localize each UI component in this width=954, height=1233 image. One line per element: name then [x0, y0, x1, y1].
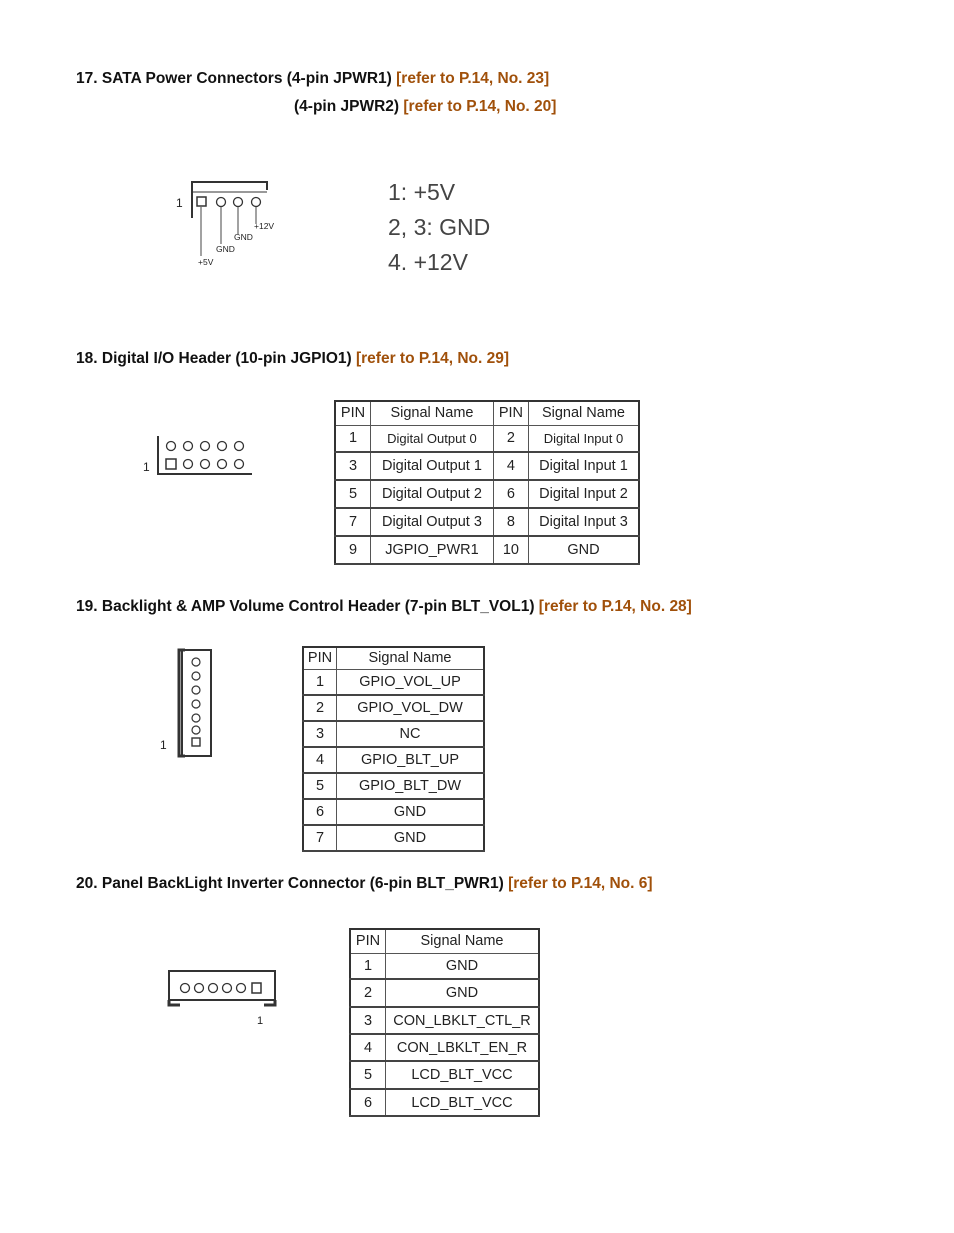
section-17-subheading [294, 98, 556, 116]
table-cell: Digital Input 0 [528, 425, 639, 452]
table-cell: Digital Output 2 [371, 480, 494, 508]
table-cell: 1 [303, 669, 337, 695]
pin-circle-icon [252, 198, 261, 207]
table-cell: Digital Output 0 [371, 425, 494, 452]
table-cell: 2 [493, 425, 528, 452]
backlight-inverter-pin-table [349, 928, 540, 1117]
table-cell: GND [386, 953, 540, 979]
pin1-label: 1 [257, 1015, 264, 1027]
section-number: 18. [76, 350, 98, 367]
table-cell: NC [337, 721, 485, 747]
pin-square-icon [192, 738, 200, 746]
table-cell: 6 [350, 1089, 386, 1116]
section-19-heading [76, 598, 692, 616]
section-number: 17. [76, 70, 98, 87]
table-cell: 4 [350, 1034, 386, 1061]
pin1-label: 1 [176, 196, 183, 210]
sata-power-connector-diagram [170, 178, 300, 273]
digital-io-header-diagram [140, 432, 260, 478]
digital-io-pin-table [334, 400, 640, 565]
table-cell: Digital Input 1 [528, 452, 639, 480]
table-header: PIN [350, 929, 386, 953]
pin-list-item: 4. +12V [388, 249, 468, 275]
table-cell: LCD_BLT_VCC [386, 1089, 540, 1116]
pin-circle-icon [234, 198, 243, 207]
backlight-amp-header-diagram [158, 646, 218, 760]
pin1-label: 1 [160, 738, 167, 752]
table-cell: 3 [350, 1007, 386, 1034]
section-17-heading [76, 70, 549, 88]
table-header: Signal Name [386, 929, 540, 953]
table-cell: GND [337, 799, 485, 825]
pin-list-item: 2, 3: GND [388, 214, 491, 240]
table-cell: 1 [350, 953, 386, 979]
table-cell: Digital Output 3 [371, 508, 494, 536]
table-cell: 9 [335, 536, 371, 564]
table-cell: 5 [335, 480, 371, 508]
pin-label: GND [234, 232, 253, 242]
table-cell: GND [337, 825, 485, 851]
pin-square-icon [197, 197, 206, 206]
section-title: Digital I/O Header (10-pin JGPIO1) [101, 350, 352, 367]
page-reference-link[interactable]: [refer to P.14, No. 28] [538, 598, 692, 615]
pin-list-item: 1: +5V [388, 179, 456, 205]
page-reference-link[interactable]: [refer to P.14, No. 20] [403, 98, 557, 115]
table-cell: 8 [493, 508, 528, 536]
table-cell: JGPIO_PWR1 [371, 536, 494, 564]
table-cell: 2 [303, 695, 337, 721]
section-title: SATA Power Connectors (4-pin JPWR1) [101, 70, 392, 87]
table-header: PIN [335, 401, 371, 425]
table-cell: 7 [335, 508, 371, 536]
table-cell: 1 [335, 425, 371, 452]
pin-square-icon [252, 983, 261, 993]
section-number: 19. [76, 598, 98, 615]
section-subtitle: (4-pin JPWR2) [294, 98, 400, 115]
pin-square-icon [166, 459, 176, 469]
page-reference-link[interactable]: [refer to P.14, No. 29] [355, 350, 510, 367]
table-header: Signal Name [528, 401, 639, 425]
section-number: 20. [76, 875, 98, 892]
pin-label: GND [216, 244, 235, 254]
table-cell: 2 [350, 979, 386, 1007]
table-cell: Digital Input 3 [528, 508, 639, 536]
pin-label: +12V [254, 221, 275, 231]
table-cell: 10 [493, 536, 528, 564]
table-cell: 4 [493, 452, 528, 480]
table-cell: 5 [303, 773, 337, 799]
table-cell: 3 [335, 452, 371, 480]
table-cell: 5 [350, 1061, 386, 1089]
section-18-heading [76, 350, 509, 368]
table-cell: 7 [303, 825, 337, 851]
table-cell: GPIO_VOL_DW [337, 695, 485, 721]
table-cell: CON_LBKLT_EN_R [386, 1034, 540, 1061]
page-reference-link[interactable]: [refer to P.14, No. 6] [508, 875, 653, 892]
section-title: Panel BackLight Inverter Connector (6-pin BLT_PWR1) [101, 875, 504, 892]
pin-label: +5V [198, 257, 214, 267]
table-cell: 6 [493, 480, 528, 508]
table-cell: 4 [303, 747, 337, 773]
table-header: Signal Name [337, 647, 485, 669]
table-cell: GND [386, 979, 540, 1007]
table-cell: GPIO_BLT_DW [337, 773, 485, 799]
table-cell: Digital Output 1 [371, 452, 494, 480]
backlight-amp-pin-table [302, 646, 485, 852]
table-cell: GPIO_BLT_UP [337, 747, 485, 773]
table-header: Signal Name [371, 401, 494, 425]
table-cell: LCD_BLT_VCC [386, 1061, 540, 1089]
table-header: PIN [493, 401, 528, 425]
section-20-heading [76, 875, 653, 893]
section-title: Backlight & AMP Volume Control Header (7-pin BLT_VOL1) [101, 598, 535, 615]
table-cell: GPIO_VOL_UP [337, 669, 485, 695]
table-cell: 6 [303, 799, 337, 825]
table-header: PIN [303, 647, 337, 669]
pin1-label: 1 [143, 460, 150, 474]
sata-pin-list [388, 175, 490, 280]
backlight-inverter-connector-diagram [166, 966, 282, 1028]
table-cell: 3 [303, 721, 337, 747]
pin-circle-icon [217, 198, 226, 207]
page-reference-link[interactable]: [refer to P.14, No. 23] [396, 70, 550, 87]
table-cell: GND [528, 536, 639, 564]
table-cell: Digital Input 2 [528, 480, 639, 508]
table-cell: CON_LBKLT_CTL_R [386, 1007, 540, 1034]
